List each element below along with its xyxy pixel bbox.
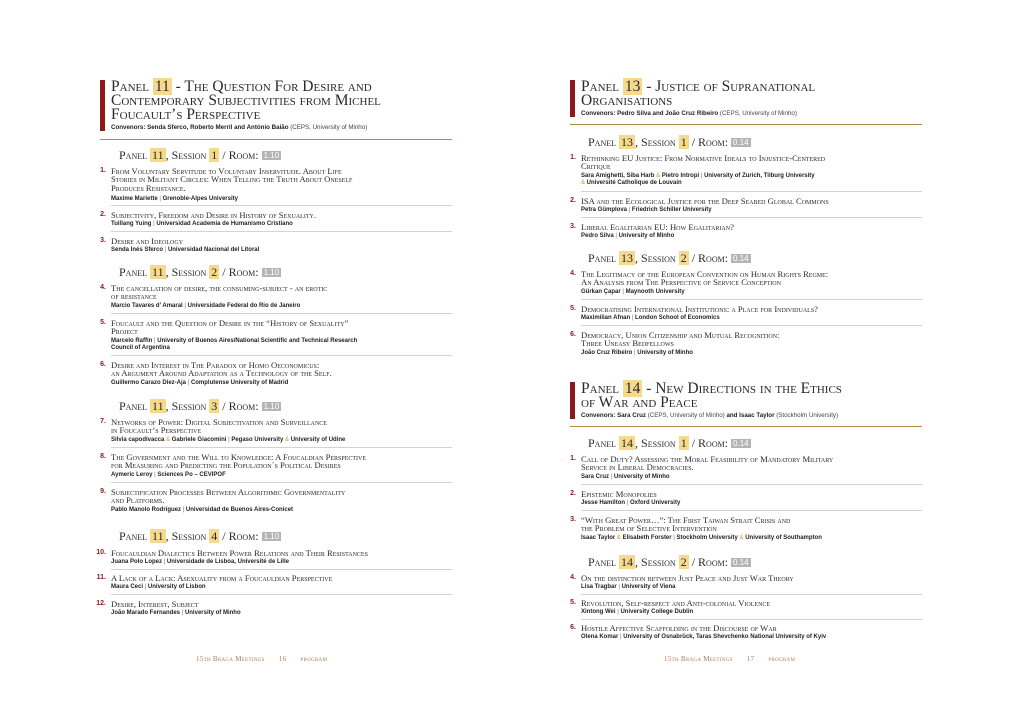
session-prefix: Panel: [119, 148, 151, 162]
session-number: 2: [211, 265, 218, 279]
item-title: Epistemic Monopolies: [581, 489, 657, 499]
item-title: Democracy, Union Citizenship and Mutual Recognition: Three Uneasy Bedfellows: [581, 330, 780, 349]
item-number: 7.: [100, 418, 106, 425]
item-title: A Lack of a Lack: Asexuality from a Foucauldian Perspective: [111, 573, 333, 583]
session-number: 4: [211, 529, 218, 543]
item-title: Foucauldian Dialectics Between Power Relations and Their Resistances: [111, 548, 368, 558]
divider: [111, 569, 452, 570]
item-title: Foucault and the Question of Desire in the “History of Sexuality” Project: [111, 318, 349, 337]
divider: [581, 594, 922, 595]
item-authors: Maxime Mariette | Grenoble-Alpes University: [111, 196, 238, 202]
panel-number: 13: [624, 78, 641, 95]
panel-number: 14: [624, 380, 641, 397]
item-authors: João Cruz Ribeiro | University of Minho: [581, 350, 693, 356]
item-title: On the distinction between Just Peace and Just War Theory: [581, 573, 794, 583]
item-number: 3.: [570, 223, 576, 230]
item-authors: Lisa Tragbar | University of Viena: [581, 584, 676, 590]
session-heading: Panel 14 , Session 2 / Room: 0.14: [588, 555, 749, 569]
item-authors: Maximilian Afnan | London School of Economics: [581, 315, 720, 321]
item-number: 6.: [100, 361, 106, 368]
session-number: 3: [211, 399, 218, 413]
session-panel-number: 14: [621, 436, 634, 450]
session-heading: Panel 14 , Session 1 / Room: 0.14: [588, 436, 749, 450]
footer-section: program: [768, 655, 796, 663]
session-label: , Session: [165, 148, 210, 162]
panel-convenors: Convenors: Sara Cruz (CEPS, University of Minho) and Isaac Taylor (Stockholm University): [581, 412, 839, 419]
item-title: “With Great Power…”: The First Taiwan Strait Crisis and the Problem of Selective Intervention: [581, 515, 791, 534]
item-title: ISA and the Ecological Justice for the Deep Seabed Global Commons: [581, 196, 829, 206]
item-authors: Pedro Silva | University of Minho: [581, 233, 675, 239]
page-footer: [196, 655, 341, 663]
footer-section: program: [300, 655, 328, 663]
item-authors: Silvia capodivacca & Gabriele Giacomini | Pegaso University & University of Udine: [111, 437, 346, 443]
divider: [111, 313, 452, 314]
item-authors: Marcio Tavares d’ Amaral | Universidade Federal do Rio de Janeiro: [111, 303, 301, 309]
session-heading: Panel 11 , Session 2 / Room: 1.10: [119, 265, 280, 279]
item-title: Desire and Interest in The Paradox of Homo Oeconomicus: an Argument Around Adaptation as a Technology of the Self.: [111, 360, 332, 379]
session-heading: [119, 148, 281, 163]
item-number: 6.: [570, 331, 576, 338]
divider: [111, 205, 452, 206]
page-footer: [664, 655, 809, 663]
item-authors: Senda Inés Sferco | Universidad Nacional del Litoral: [111, 247, 260, 253]
divider: [581, 484, 922, 485]
room-label: / Room:: [219, 148, 262, 162]
session-panel-number: 11: [152, 265, 164, 279]
room-badge: 1.10: [263, 532, 280, 541]
item-title: Networks of Power: Digital Subjectivation and Surveillance in Foucault’s Perspective: [111, 417, 327, 436]
item-number: 12.: [96, 600, 106, 607]
session-number: 2: [680, 555, 687, 569]
item-number: 2.: [100, 211, 106, 218]
panel-13-title: Panel 13 - Justice of Supranational Organisations: [581, 78, 816, 109]
item-number: 5.: [570, 305, 576, 312]
item-number: 6.: [570, 624, 576, 631]
item-title: Subjectivity, Freedom and Desire in History of Sexuality.: [111, 210, 316, 220]
session-panel-number: 11: [152, 529, 164, 543]
item-number: 5.: [100, 319, 106, 326]
room-badge: 0.14: [733, 138, 749, 147]
item-number: 5.: [570, 599, 576, 606]
session-number: 1: [680, 436, 687, 450]
divider: [111, 447, 452, 448]
item-authors: Marcelo Raffin | University of Buenos Aires/National Scientific and Technical Research Council of Argentina: [111, 338, 358, 351]
room-badge: 0.14: [733, 254, 749, 263]
session-number: 2: [680, 251, 687, 265]
panel-convenors: [111, 124, 381, 131]
panel-convenors: Convenors: Pedro Silva and João Cruz Ribeiro (CEPS, University of Minho): [581, 110, 797, 117]
item-number: 1.: [100, 167, 106, 174]
item-title: The cancellation of desire, the consuming-subject - an erotic of resistance: [111, 283, 328, 302]
convenors-names: Convenors: Senda Sferco, Roberto Merril and António Baião: [111, 124, 289, 131]
item-title: Democratising International Institutions: a Place for Individuals?: [581, 304, 818, 314]
panel-title-line3: Foucault’s Perspective: [111, 106, 261, 123]
divider: [581, 217, 922, 218]
item-authors: Olena Komar | University of Osnabrück, Taras Shevchenko National University of Kyiv: [581, 634, 827, 640]
room-badge: 0.14: [733, 439, 749, 448]
session-panel-number: 14: [621, 555, 634, 569]
session-heading: Panel 11 , Session 3 / Room: 1.10: [119, 399, 280, 413]
item-authors: Pablo Manolo Rodríguez | Universidad de Buenos Aires-Conicet: [111, 507, 294, 513]
session-panel-number: 11: [152, 148, 164, 162]
session-heading: Panel 11 , Session 4 / Room: 1.10: [119, 529, 280, 543]
divider: [111, 594, 452, 595]
item-authors: Sara Cruz | University of Minho: [581, 474, 670, 480]
item-authors: Gürkan Çapar | Maynooth University: [581, 289, 685, 295]
item-title: Liberal Egalitarian EU: How Egalitarian?: [581, 222, 734, 232]
item-number: 4.: [570, 270, 576, 277]
panel-rule: [100, 139, 452, 140]
session-panel-number: 11: [152, 399, 164, 413]
divider: [581, 510, 922, 511]
item-authors: Aymeric Leroy | Sciences Po – CEVIPOF: [111, 472, 226, 478]
item-title: Rethinking EU Justice: From Normative Ideals to Injustice-Centered Critique: [581, 153, 826, 172]
room-badge: 1.10: [263, 402, 280, 411]
divider: [111, 355, 452, 356]
panel-11-title: [111, 80, 381, 122]
divider: [111, 231, 452, 232]
item-title: The Government and the Will to Knowledge: A Foucaldian Perspective for Measuring and Predicting the Population´s Political Desires: [111, 452, 367, 471]
panel-13-header: [570, 80, 815, 117]
panel-rule: [570, 124, 922, 125]
item-authors: Jesse Hamilton | Oxford University: [581, 500, 681, 506]
item-number: 4.: [100, 284, 106, 291]
item-authors: Guillermo Carazo Diez-Aja | Complutense University of Madrid: [111, 380, 289, 386]
divider: [581, 299, 922, 300]
panel-number: 11: [154, 78, 170, 95]
item-authors: Isaac Taylor & Elisabeth Forster | Stockholm University & University of Southampton: [581, 535, 822, 541]
item-number: 8.: [100, 453, 106, 460]
item-authors: Maura Ceci | University of Lisbon: [111, 584, 206, 590]
divider: [581, 325, 922, 326]
item-authors: Sara Amighetti, Siba Harb & Pietro Intropi | University of Zurich, Tilburg University & Université Catholique de Louvain: [581, 173, 815, 186]
item-title: Subjectification Processes Between Algorithmic Governmentality and Platforms.: [111, 487, 346, 506]
session-heading: Panel 13 , Session 2 / Room: 0.14: [588, 251, 749, 265]
page-number: 17: [746, 655, 755, 663]
room-badge: 1.10: [263, 151, 280, 160]
session-panel-number: 13: [621, 251, 634, 265]
panel-title-line2: Contemporary Subjectivities from Michel: [111, 92, 381, 109]
item-number: 10.: [96, 549, 106, 556]
item-title: From Voluntary Servitude to Voluntary Inservitude. About Life Stories in Militant Circles: When Telling the Truth About Oneself Produces Resistance.: [111, 166, 353, 193]
item-number: 4.: [570, 574, 576, 581]
session-heading: Panel 13 , Session 1 / Room: 0.14: [588, 135, 749, 149]
panel-14-title: Panel 14 - New Directions in the Ethics of War and Peace: [581, 380, 842, 411]
footer-event: 15th Braga Meetings: [664, 655, 733, 663]
item-number: 9.: [100, 488, 106, 495]
panel-14-header: [570, 382, 842, 419]
item-number: 2.: [570, 490, 576, 497]
item-title: Call of Duty? Assessing the Moral Feasibility of Mandatory Military Service in Liberal Democracies.: [581, 454, 834, 473]
item-title: The Legitimacy of the European Convention on Human Rights Regme: An Analysis from The Perspective of Service Conception: [581, 269, 829, 288]
session-panel-number: 13: [621, 135, 634, 149]
panel-11-header: [100, 80, 381, 131]
item-authors: Juana Polo Lopez | Universidade de Lisboa, Université de Lille: [111, 559, 289, 565]
convenors-affiliation: (CEPS, University of Minho): [288, 124, 368, 131]
panel-rule: [570, 426, 922, 427]
right-page: [512, 0, 1024, 724]
divider: [581, 191, 922, 192]
footer-event: 15th Braga Meetings: [196, 655, 265, 663]
divider: [111, 482, 452, 483]
item-number: 3.: [100, 237, 106, 244]
session-number: 1: [680, 135, 687, 149]
item-title: Desire, Interest, Subject: [111, 599, 199, 609]
panel-title-prefix: Panel: [111, 78, 153, 95]
page-number: 16: [278, 655, 287, 663]
room-badge: 1.10: [263, 268, 280, 277]
panel-title-line1: - The Question For Desire and: [171, 78, 372, 95]
item-number: 2.: [570, 197, 576, 204]
item-number: 11.: [96, 574, 106, 581]
item-authors: João Marado Fernandes | University of Minho: [111, 610, 241, 616]
item-title: Desire and Ideology: [111, 236, 184, 246]
item-authors: Tuillang Yuing | Universidad Academia de Humanismo Cristiano: [111, 221, 293, 227]
item-authors: Petra Gümplova | Friedrich Schiller University: [581, 207, 712, 213]
item-authors: Xintong Wei | University College Dublin: [581, 609, 694, 615]
session-number: 1: [211, 148, 218, 162]
item-number: 3.: [570, 516, 576, 523]
room-badge: 0.14: [733, 558, 749, 567]
item-number: 1.: [570, 455, 576, 462]
divider: [581, 619, 922, 620]
item-title: Revolution, Self-respect and Anti-colonial Violence: [581, 598, 771, 608]
item-title: Hostile Affective Scaffolding in the Discourse of War: [581, 623, 777, 633]
item-number: 1.: [570, 154, 576, 161]
